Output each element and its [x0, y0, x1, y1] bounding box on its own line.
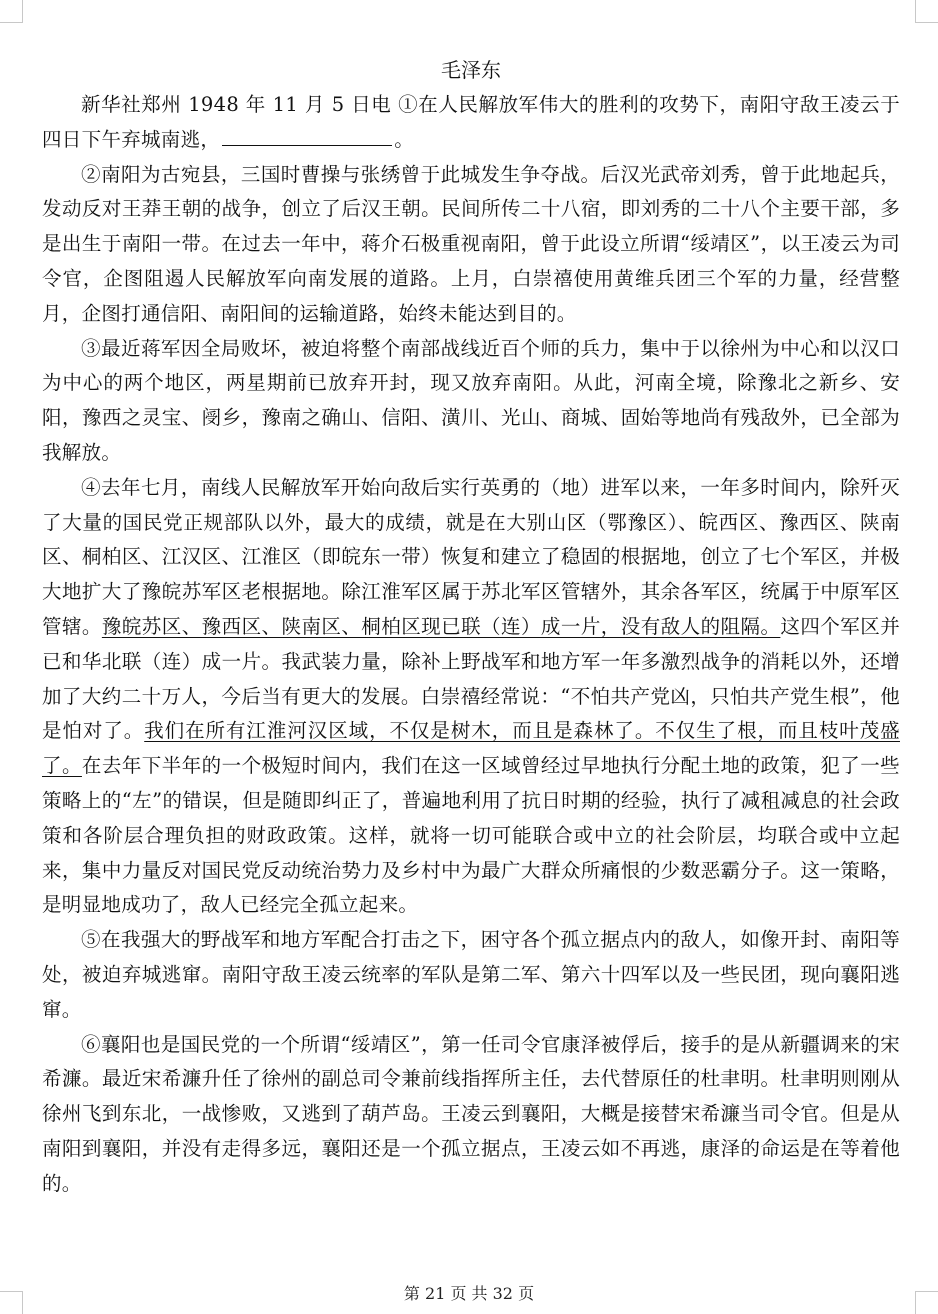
- paragraph-4-text-c: 在去年下半年的一个极短时间内，我们在这一区域曾经过早地执行分配土地的政策，犯了一些策略上的“左”的错误，但是随即纠正了，普遍地利用了抗日时期的经验，执行了减租减息的社会政策和各阶层合理负担的财政政策。这样，就将一切可能联合或中立的社会阶层，均联合或中立起来，集中力量反对国民党反动统治势力及乡村中为最广大群众所痛恨的少数恶霸分子。这一策略，是明显地成功了，敌人已经完全孤立起来。: [42, 754, 900, 917]
- corner-mark-top-left: [0, 0, 23, 23]
- author-name: 毛泽东: [441, 58, 501, 82]
- paragraph-1: [42, 88, 900, 158]
- fill-in-blank[interactable]: [222, 127, 392, 146]
- paragraph-1-text: 新华社郑州 1948 年 11 月 5 日电 ①在人民解放军伟大的胜利的攻势下，南阳守敌王凌云于四日下午弃城南逃，: [42, 93, 900, 151]
- paragraph-4: [42, 471, 900, 923]
- paragraph-4-text-b: 这四个军区并已和华北联（连）成一片。我武装力量，除补上野战军和地方军一年多激烈战争的消耗以外，还增加了大约二十万人，今后当有更大的发展。白崇禧经常说：“不怕共产党凶，只怕共产党生根”，他是怕对了。: [42, 614, 900, 743]
- paragraph-6: ⑥襄阳也是国民党的一个所谓“绥靖区”，第一任司令官康泽被俘后，接手的是从新疆调来的宋希濂。最近宋希濂升任了徐州的副总司令兼前线指挥所主任，去代替原任的杜聿明。杜聿明则刚从徐州飞到东北，一战惨败，又逃到了葫芦岛。王凌云到襄阳，大概是接替宋希濂当司令官。但是从南阳到襄阳，并没有走得多远，襄阳还是一个孤立据点，王凌云如不再逃，康泽的命运是在等着他的。: [42, 1032, 900, 1195]
- paragraph-1-end: 。: [394, 127, 415, 151]
- document-page: [42, 52, 900, 1202]
- underlined-sentence-2: 我们在所有江淮河汉区域，不仅是树木，而且是森林了。不仅生了根，而且枝叶茂盛了。: [42, 719, 900, 778]
- underlined-sentence-1: 豫皖苏区、豫西区、陕南区、桐柏区现已联（连）成一片，没有敌人的阻隔。: [101, 614, 781, 638]
- paragraph-2: ②南阳为古宛县，三国时曹操与张绣曾于此城发生争夺战。后汉光武帝刘秀，曾于此地起兵，发动反对王莽王朝的战争，创立了后汉王朝。民间所传二十八宿，即刘秀的二十八个主要干部，多是出生于南阳一带。在过去一年中，蒋介石极重视南阳，曾于此设立所谓“绥靖区”，以王凌云为司令官，企图阻遏人民解放军向南发展的道路。上月，白崇禧使用黄维兵团三个军的力量，经营整月，企图打通信阳、南阳间的运输道路，始终未能达到目的。: [42, 162, 900, 325]
- paragraph-4-text-a: ④去年七月，南线人民解放军开始向敌后实行英勇的（地）进军以来，一年多时间内，除歼灭了大量的国民党正规部队以外，最大的成绩，就是在大别山区（鄂豫区）、皖西区、豫西区、陕南区、桐柏区、江汉区、江淮区（即皖东一带）恢复和建立了稳固的根据地，创立了七个军区，并极大地扩大了豫皖苏军区老根据地。除江淮军区属于苏北军区管辖外，其余各军区，统属于中原军区管辖。: [42, 475, 900, 638]
- paragraph-3: ③最近蒋军因全局败坏，被迫将整个南部战线近百个师的兵力，集中于以徐州为中心和以汉口为中心的两个地区，两星期前已放弃开封，现又放弃南阳。从此，河南全境，除豫北之新乡、安阳，豫西之灵宝、阌乡，豫南之确山、信阳、潢川、光山、商城、固始等地尚有残敌外，已全部为我解放。: [42, 336, 900, 464]
- page-footer: 第 21 页 共 32 页: [403, 1284, 535, 1303]
- paragraph-5: ⑤在我强大的野战军和地方军配合打击之下，困守各个孤立据点内的敌人，如像开封、南阳等处，被迫弃城逃窜。南阳守敌王凌云统率的军队是第二军、第六十四军以及一些民团，现向襄阳逃窜。: [42, 928, 900, 1021]
- corner-mark-top-right: [915, 0, 938, 23]
